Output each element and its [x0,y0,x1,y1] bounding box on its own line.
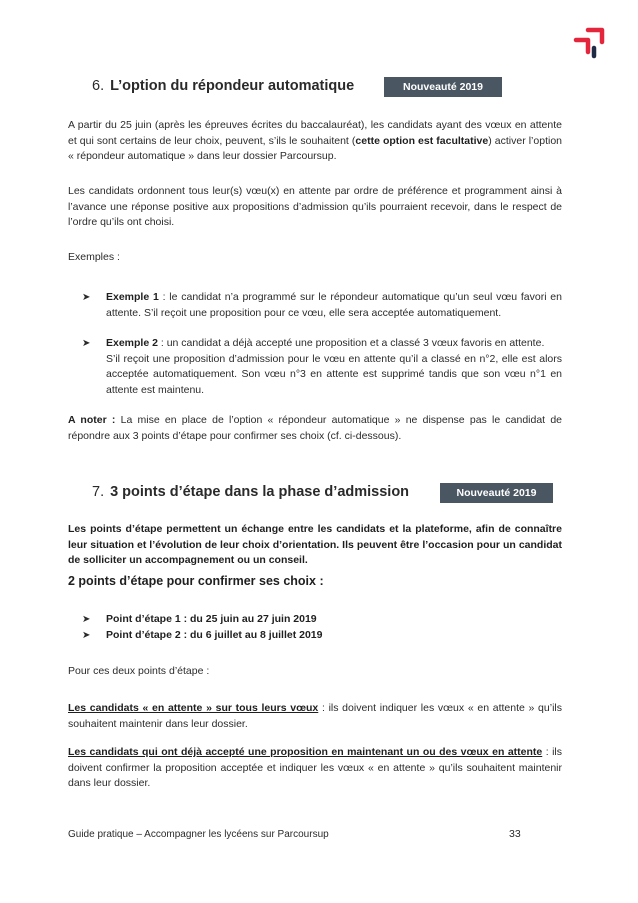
list-item [82,290,562,321]
note-label: A noter : [68,414,116,426]
section-title: L’option du répondeur automatique [110,78,355,94]
text: : ils doivent indiquer les vœux « en attente » qu’ils souhaitent maintenir dans leur dossier. [68,702,562,730]
intro-paragraph: Les points d’étape permettent un échange entre les candidats et la plateforme, afin de connaître leur situation et l’évolution de leur choix d’orientation. Ils peuvent être l’occasion pour un candidat de solliciter un accompagnement ou un conseil. [68,523,562,566]
point-text: Point d’étape 2 : du 6 juillet au 8 juillet 2019 [106,629,323,641]
new-2019-badge: Nouveauté 2019 [440,483,553,503]
examples-label: Exemples : [68,251,120,263]
paragraph [68,745,562,792]
arrow-bullet-icon: ➤ [82,292,91,303]
section-6-heading [92,79,354,95]
section-title: 3 points d’étape dans la phase d’admission [110,484,410,500]
paragraph [68,701,562,732]
paragraph: Les candidats ordonnent tous leur(s) vœu(x) en attente par ordre de préférence et programment ainsi à l’avance une réponse positive aux propositions d’admission qu’ils pourraient recevoir, dans le respect de l’ordre qu’ils ont choisi. [68,185,562,228]
list-item [82,336,562,398]
paragraph: Pour ces deux points d’étape : [68,665,210,677]
list-item [82,612,562,628]
text: S’il reçoit une proposition d’admission pour le vœu en attente qu’il a classé en n°2, elle est alors acceptée automatiquement. Son vœu n°3 en attente est supprimé tandis que son vœu n°1 en attente est maintenu. [106,352,562,396]
arrow-bullet-icon: ➤ [82,338,91,349]
text: ) activer l’option « répondeur automatique » dans leur dossier Parcoursup. [68,134,563,162]
parcoursup-arrows-icon [572,26,608,60]
text: A partir du 25 juin (après les épreuves écrites du baccalauréat), les candidats ayant des vœux en attente et qui sont certains de leur choix, peuvent, s’ils le souhaitent ( [68,119,562,147]
text: : un candidat a déjà accepté une proposition et a classé 3 vœux favoris en attente. [157,337,545,349]
arrow-bullet-icon: ➤ [82,614,91,625]
text: La mise en place de l’option « répondeur automatique » ne dispense pas le candidat de répondre aux 3 points d’étape pour confirmer ses choix (cf. ci-dessous). [68,414,562,442]
list-item [82,628,562,644]
example-label: Exemple 2 [106,337,158,349]
subheading: 2 points d’étape pour confirmer ses choix : [68,574,324,588]
page-number: 33 [509,828,521,840]
new-2019-badge: Nouveauté 2019 [384,77,502,97]
underlined-text: Les candidats « en attente » sur tous leurs vœux [68,702,319,714]
section-number: 6. [92,78,105,94]
paragraph [68,118,562,165]
text: : ils doivent confirmer la proposition acceptée et indiquer les vœux « en attente » qu’ils souhaitent maintenir dans leur dossier. [68,746,562,789]
example-label: Exemple 1 [106,291,159,303]
section-number: 7. [92,484,105,500]
footer-text: Guide pratique – Accompagner les lycéens sur Parcoursup [68,829,329,840]
bold-text: cette option est facultative [355,134,489,147]
text: : le candidat n’a programmé sur le répondeur automatique qu’un seul vœu favori en attente. S’il reçoit une proposition pour ce vœu, elle sera acceptée automatiquement. [106,291,562,319]
arrow-bullet-icon: ➤ [82,630,91,641]
section-7-heading [92,485,409,501]
note-paragraph [68,413,562,444]
point-text: Point d’étape 1 : du 25 juin au 27 juin 2019 [106,613,317,625]
underlined-text: Les candidats qui ont déjà accepté une proposition en maintenant un ou des vœux en attente [68,746,543,758]
